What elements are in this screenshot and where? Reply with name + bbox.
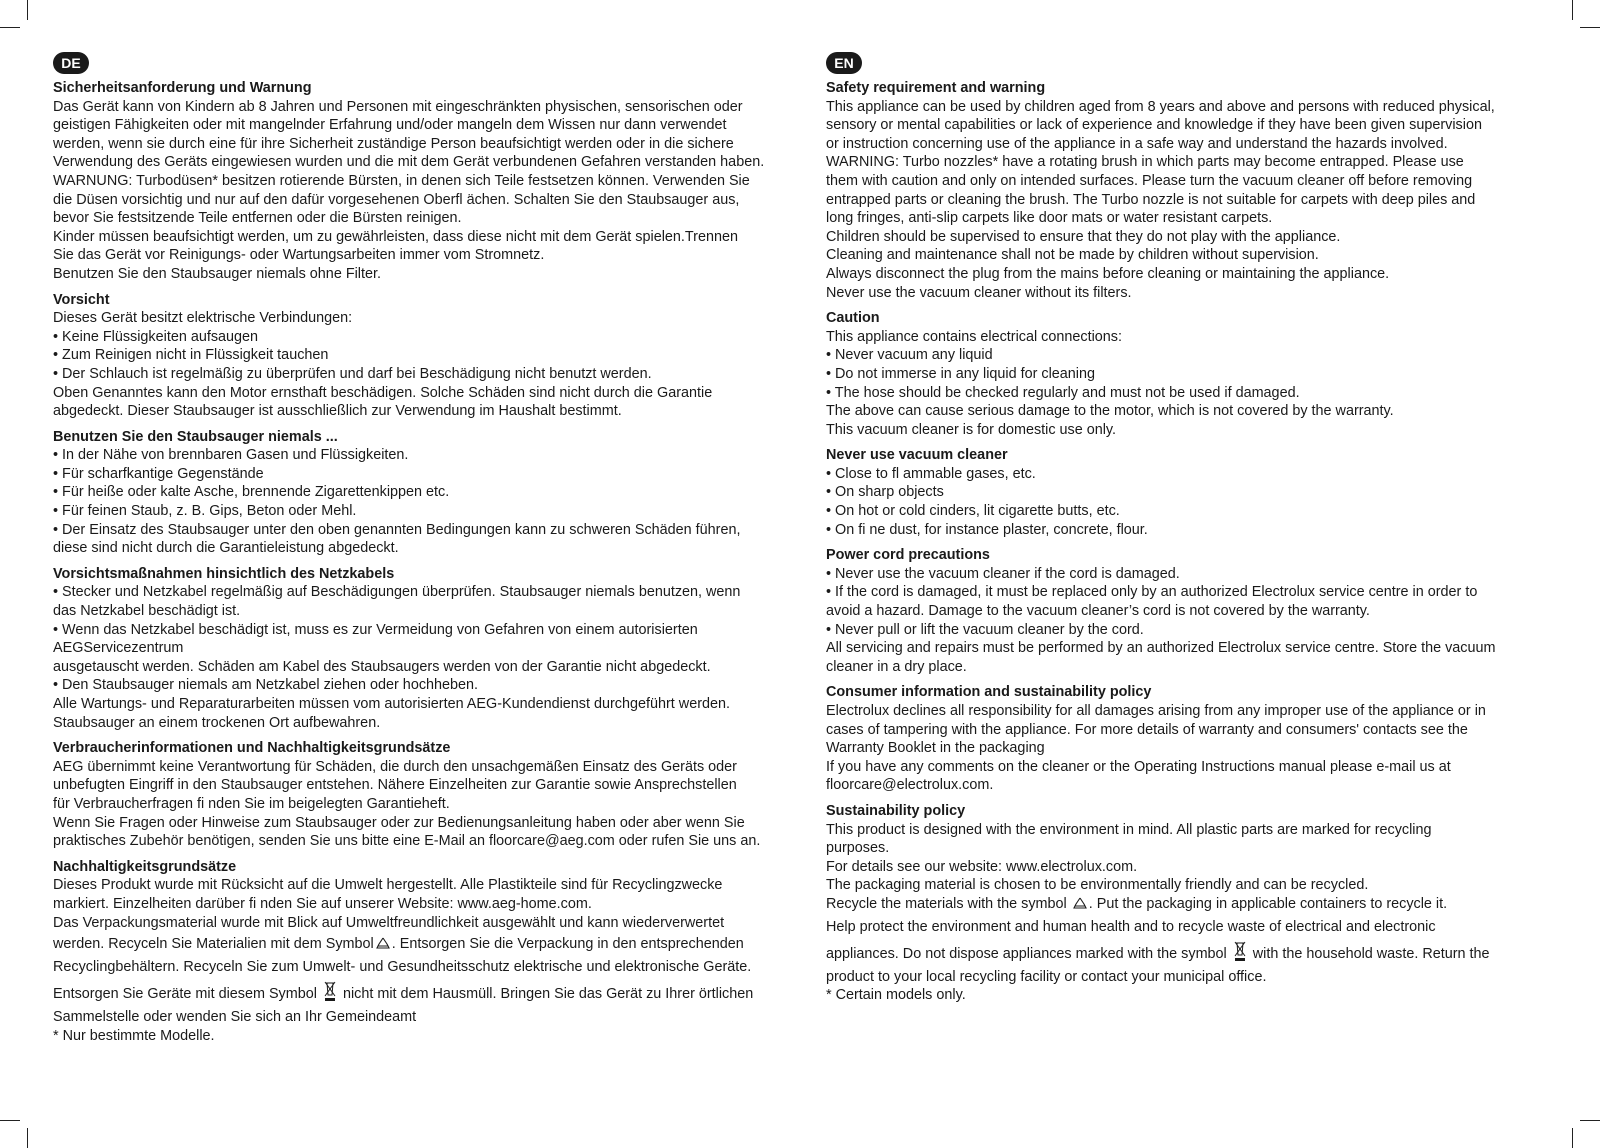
section-heading: Consumer information and sustainability policy	[826, 684, 1152, 701]
en-safety-section	[826, 79, 1550, 302]
text-line: praktisches Zubehör benötigen, senden Sie uns bitte eine E-Mail an floorcare@aeg.com oder rufen Sie uns an.	[53, 833, 761, 850]
text-line: Verwendung des Geräts eingewiesen wurden und die mit dem Gerät verbundenen Gefahren verstanden haben.	[53, 154, 765, 171]
text-line	[53, 980, 773, 1008]
text-line: • Wenn das Netzkabel beschädigt ist, muss es zur Vermeidung von Gefahren von einem autorisierten	[53, 621, 698, 638]
crop-mark	[0, 27, 20, 28]
text-line: • Zum Reinigen nicht in Flüssigkeit tauchen	[53, 347, 329, 364]
de-sustainability-section	[53, 858, 773, 1045]
text-line: Das Gerät kann von Kindern ab 8 Jahren und Personen mit eingeschränkten physischen, sensorischen oder	[53, 98, 743, 115]
text-line: Dieses Gerät besitzt elektrische Verbindungen:	[53, 310, 353, 327]
text-line: abgedeckt. Dieser Staubsauger ist ausschließlich zur Verwendung im Haushalt bestimmt.	[53, 403, 622, 420]
section-heading: Safety requirement and warning	[826, 80, 1046, 96]
text-line: • Never vacuum any liquid	[826, 347, 993, 364]
recycle-icon	[1072, 896, 1088, 918]
text-line: • Für heiße oder kalte Asche, brennende Zigarettenkippen etc.	[53, 484, 450, 501]
text-line: • If the cord is damaged, it must be replaced only by an authorized Electrolux service centre in order to	[826, 584, 1478, 601]
text-line: This appliance contains electrical connections:	[826, 328, 1122, 345]
text-line: Dieses Produkt wurde mit Rücksicht auf die Umwelt hergestellt. Alle Plastikteile sind für Recyclingzwecke	[53, 877, 723, 894]
text-line: The packaging material is chosen to be environmentally friendly and can be recycled.	[826, 877, 1369, 894]
de-never-use-section	[53, 428, 773, 558]
text-line: entrapped parts or cleaning the brush. The Turbo nozzle is not suitable for carpets with deep piles and	[826, 191, 1476, 208]
text-line: All servicing and repairs must be performed by an authorized Electrolux service centre. Store the vacuum	[826, 640, 1496, 657]
text-line: For details see our website: www.electrolux.com.	[826, 858, 1138, 875]
text-line: long fringes, anti-slip carpets like door mats or water resistant carpets.	[826, 210, 1273, 227]
text-fragment: Recycle the materials with the symbol	[826, 895, 1067, 912]
text-line: • On hot or cold cinders, lit cigarette butts, etc.	[826, 503, 1120, 520]
text-line: • Keine Flüssigkeiten aufsaugen	[53, 328, 259, 345]
text-line: ausgetauscht werden. Schäden am Kabel des Staubsaugers werden von der Garantie nicht abgedeckt.	[53, 658, 711, 675]
text-line: This vacuum cleaner is for domestic use only.	[826, 421, 1117, 438]
text-line: Electrolux declines all responsibility for all damages arising from any improper use of the appliance or in	[826, 703, 1486, 719]
de-power-cord-section	[53, 565, 773, 732]
text-line: diese sind nicht durch die Garantieleistung abgedeckt.	[53, 540, 399, 557]
text-line: Wenn Sie Fragen oder Hinweise zum Staubsauger oder zur Bedienungsanleitung haben oder aber wenn Sie	[53, 814, 745, 831]
text-line: unbefugten Eingriff in den Staubsauger entstehen. Nähere Einzelheiten zur Garantie sowie Ansprechstellen	[53, 777, 737, 794]
text-line: Alle Wartungs- und Reparaturarbeiten müssen vom autorisierten AEG-Kundendienst durchgeführt werden.	[53, 696, 730, 712]
text-line: Benutzen Sie den Staubsauger niemals ohne Filter.	[53, 265, 381, 282]
text-line: If you have any comments on the cleaner or the Operating Instructions manual please e-mail us at	[826, 758, 1451, 775]
text-line: This appliance can be used by children aged from 8 years and above and persons with reduced physical,	[826, 98, 1495, 115]
text-fragment: . Put the packaging in applicable containers to recycle it.	[1088, 895, 1448, 912]
section-heading: Benutzen Sie den Staubsauger niemals ...	[53, 428, 338, 445]
crop-mark	[0, 1120, 20, 1121]
language-badge-de: DE	[53, 52, 89, 74]
text-line: • Den Staubsauger niemals am Netzkabel ziehen oder hochheben.	[53, 677, 479, 694]
crop-mark	[1572, 0, 1573, 20]
text-line: • On sharp objects	[826, 484, 944, 501]
text-line	[826, 895, 1550, 918]
text-line: • Never pull or lift the vacuum cleaner by the cord.	[826, 621, 1144, 638]
text-line: Cleaning and maintenance shall not be made by children without supervision.	[826, 247, 1319, 264]
crop-mark	[1580, 27, 1600, 28]
text-line: Warranty Booklet in the packaging	[826, 740, 1045, 757]
text-fragment: with the household waste. Return the	[1252, 946, 1490, 963]
text-line	[53, 935, 773, 958]
crop-mark	[27, 0, 28, 20]
section-heading: Never use vacuum cleaner	[826, 447, 1008, 464]
text-line: Staubsauger an einem trockenen Ort aufbewahren.	[53, 714, 381, 731]
crop-mark	[1580, 1120, 1600, 1121]
text-line: • Für feinen Staub, z. B. Gips, Beton oder Mehl.	[53, 503, 357, 520]
en-power-cord-section	[826, 546, 1550, 676]
text-line: • Für scharfkantige Gegenstände	[53, 465, 264, 482]
text-line: • Close to fl ammable gases, etc.	[826, 465, 1036, 482]
text-line: cases of tampering with the appliance. For more details of warranty and consumers' contacts see the	[826, 721, 1468, 738]
crossed-bin-icon	[322, 980, 338, 1008]
text-line: markiert. Einzelheiten darüber fi nden Sie auf unserer Website: www.aeg-home.com.	[53, 895, 592, 912]
german-column	[53, 52, 773, 1052]
text-line: • Der Einsatz des Staubsauger unter den oben genannten Bedingungen kann zu schweren Schäden führen,	[53, 521, 741, 538]
text-fragment: . Entsorgen Sie die Verpackung in den entsprechenden	[391, 936, 744, 953]
text-line: * Nur bestimmte Modelle.	[53, 1027, 215, 1044]
section-heading: Caution	[826, 310, 880, 327]
text-line: WARNING: Turbo nozzles* have a rotating brush in which parts may become entrapped. Please use	[826, 154, 1464, 171]
text-fragment: werden. Recyceln Sie Materialien mit dem Symbol	[53, 936, 374, 953]
text-line: cleaner in a dry place.	[826, 658, 967, 675]
text-line: • The hose should be checked regularly and must not be used if damaged.	[826, 384, 1300, 401]
recycle-icon	[375, 936, 391, 958]
text-line: • Never use the vacuum cleaner if the cord is damaged.	[826, 565, 1180, 582]
text-line: or instruction concerning use of the appliance in a safe way and understand the hazards involved.	[826, 135, 1448, 152]
section-heading: Nachhaltigkeitsgrundsätze	[53, 858, 237, 875]
text-line: das Netzkabel beschädigt ist.	[53, 603, 241, 620]
text-line: Always disconnect the plug from the mains before cleaning or maintaining the appliance.	[826, 265, 1390, 282]
text-line: Kinder müssen beaufsichtigt werden, um zu gewährleisten, dass diese nicht mit dem Gerät spielen.Trennen	[53, 228, 738, 245]
section-heading: Vorsicht	[53, 291, 110, 308]
text-line: Children should be supervised to ensure that they do not play with the appliance.	[826, 228, 1341, 245]
text-line: für Verbraucherfragen fi nden Sie im beigelegten Garantieheft.	[53, 795, 450, 812]
text-line: Never use the vacuum cleaner without its filters.	[826, 284, 1132, 301]
text-line: geistigen Fähigkeiten oder mit mangelnder Erfahrung und/oder mangeln dem Wissen nur dann verwendet	[53, 117, 727, 134]
language-badge-en: EN	[826, 52, 862, 74]
text-line: • Do not immerse in any liquid for cleaning	[826, 365, 1095, 382]
crossed-bin-icon	[1232, 940, 1248, 968]
text-line: Oben Genanntes kann den Motor ernsthaft beschädigen. Solche Schäden sind nicht durch die Garantie	[53, 384, 713, 401]
text-line: purposes.	[826, 840, 890, 857]
text-line: them with caution and only on intended surfaces. Please turn the vacuum cleaner off before removing	[826, 172, 1473, 189]
text-line: werden, wenn sie durch eine für ihre Sicherheit zuständige Person beaufsichtigt werden oder in die sichere	[53, 135, 734, 152]
english-column	[826, 52, 1550, 1012]
section-heading: Vorsichtsmaßnahmen hinsichtlich des Netzkabels	[53, 565, 395, 582]
de-consumer-info-section	[53, 739, 773, 851]
crop-mark	[1572, 1128, 1573, 1148]
text-line: floorcare@electrolux.com.	[826, 777, 994, 794]
en-never-use-section	[826, 446, 1550, 539]
text-line: AEGServicezentrum	[53, 640, 184, 657]
text-line: • In der Nähe von brennbaren Gasen und Flüssigkeiten.	[53, 447, 409, 464]
de-caution-section	[53, 291, 773, 421]
text-line: bevor Sie festsitzende Teile entfernen oder die Bürsten reinigen.	[53, 210, 462, 227]
text-line: Sammelstelle oder wenden Sie sich an Ihr Gemeindeamt	[53, 1008, 417, 1025]
text-line: product to your local recycling facility or contact your municipal office.	[826, 968, 1267, 985]
text-line: The above can cause serious damage to the motor, which is not covered by the warranty.	[826, 403, 1394, 420]
text-line: sensory or mental capabilities or lack of experience and knowledge if they have been given supervision	[826, 117, 1482, 134]
text-line: WARNUNG: Turbodüsen* besitzen rotierende Bürsten, in denen sich Teile festsetzen können. Verwenden Sie	[53, 172, 750, 189]
text-fragment: Entsorgen Sie Geräte mit diesem Symbol	[53, 986, 317, 1003]
section-heading: Sicherheitsanforderung und Warnung	[53, 80, 312, 96]
text-line	[826, 940, 1550, 968]
text-line: • Stecker und Netzkabel regelmäßig auf Beschädigungen überprüfen. Staubsauger niemals benutzen, wenn	[53, 584, 741, 601]
text-line: • Der Schlauch ist regelmäßig zu überprüfen und darf bei Beschädigung nicht benutzt werden.	[53, 365, 652, 382]
en-caution-section	[826, 309, 1550, 439]
section-heading: Power cord precautions	[826, 547, 990, 564]
text-line: * Certain models only.	[826, 987, 966, 1004]
text-line: • On fi ne dust, for instance plaster, concrete, flour.	[826, 521, 1148, 538]
text-line: AEG übernimmt keine Verantwortung für Schäden, die durch den unsachgemäßen Einsatz des Geräts oder	[53, 758, 737, 775]
text-line: Recyclingbehältern. Recyceln Sie zum Umwelt- und Gesundheitsschutz elektrische und elektronische Geräte.	[53, 958, 752, 975]
crop-mark	[27, 1128, 28, 1148]
text-line: Help protect the environment and human health and to recycle waste of electrical and electronic	[826, 918, 1436, 935]
text-line: die Düsen vorsichtig und nur auf den dafür vorgesehenen Oberfl ächen. Schalten Sie den Staubsauger aus,	[53, 191, 740, 208]
text-fragment: appliances. Do not dispose appliances marked with the symbol	[826, 946, 1227, 963]
text-line: Das Verpackungsmaterial wurde mit Blick auf Umweltfreundlichkeit ausgewählt und kann wiederverwertet	[53, 914, 725, 931]
text-fragment: nicht mit dem Hausmüll. Bringen Sie das Gerät zu Ihrer örtlichen	[342, 986, 754, 1003]
text-line: avoid a hazard. Damage to the vacuum cleaner’s cord is not covered by the warranty.	[826, 603, 1370, 620]
en-consumer-info-section	[826, 683, 1550, 795]
text-line: Sie das Gerät vor Reinigungs- oder Wartungsarbeiten immer vom Stromnetz.	[53, 247, 545, 264]
section-heading: Verbraucherinformationen und Nachhaltigkeitsgrundsätze	[53, 740, 451, 757]
en-sustainability-section	[826, 802, 1550, 1005]
de-safety-section	[53, 79, 773, 284]
text-line: This product is designed with the environment in mind. All plastic parts are marked for recycling	[826, 821, 1432, 838]
section-heading: Sustainability policy	[826, 802, 966, 819]
